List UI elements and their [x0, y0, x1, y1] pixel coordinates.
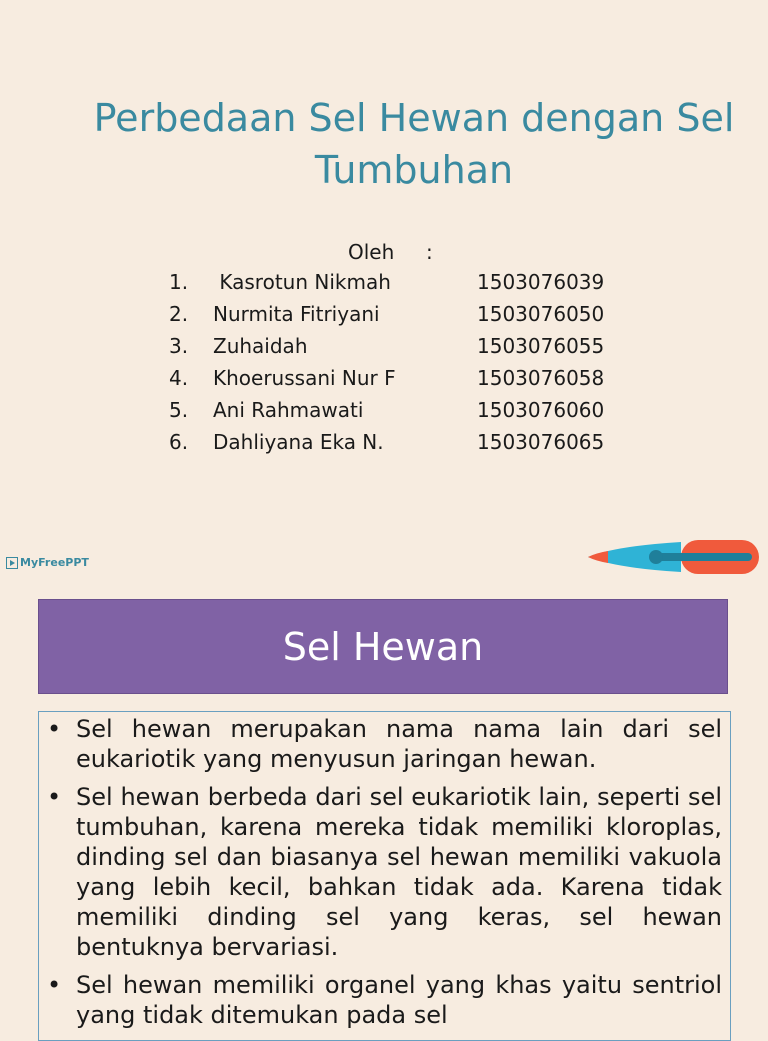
member-number: 1. [169, 270, 189, 294]
oleh-separator: : [426, 240, 433, 264]
slide-title: Perbedaan Sel Hewan dengan Sel Tumbuhan [93, 96, 735, 192]
bullet-icon: • [47, 715, 62, 743]
member-nim: 1503076058 [477, 366, 605, 390]
member-nim: 1503076039 [477, 270, 605, 294]
bullet-text: Sel hewan merupakan nama nama lain dari sel eukariotik yang menyusun jaringan hewan. [76, 715, 722, 773]
member-number: 3. [169, 334, 189, 358]
bullet-icon: • [47, 783, 62, 811]
member-name: Dahliyana Eka N. [213, 430, 384, 454]
oleh-label: Oleh [348, 240, 395, 264]
member-row [169, 334, 629, 366]
member-nim: 1503076060 [477, 398, 605, 422]
member-name: Kasrotun Nikmah [213, 270, 391, 294]
member-row [169, 398, 629, 430]
bullet-list [43, 714, 722, 1030]
member-nim: 1503076055 [477, 334, 605, 358]
member-number: 6. [169, 430, 189, 454]
member-name: Khoerussani Nur F [213, 366, 396, 390]
section-banner [38, 599, 728, 694]
member-row [169, 270, 629, 302]
member-row [169, 430, 629, 462]
pen-icon [586, 536, 764, 578]
bullet-item [43, 714, 722, 774]
bullet-text: Sel hewan berbeda dari sel eukariotik lain, seperti sel tumbuhan, karena mereka tidak memiliki kloroplas, dinding sel dan biasanya sel hewan memiliki vakuola yang lebih kecil, bahkan tidak ada. Karena tidak memiliki dinding sel yang keras, sel hewan bentuknya bervariasi. [76, 783, 722, 961]
member-row [169, 302, 629, 334]
member-nim: 1503076050 [477, 302, 605, 326]
member-number: 2. [169, 302, 189, 326]
bullet-item [43, 970, 722, 1030]
member-name: Nurmita Fitriyani [213, 302, 380, 326]
logo-text: MyFreePPT [20, 556, 89, 569]
author-label [348, 240, 433, 264]
member-nim: 1503076065 [477, 430, 605, 454]
member-number: 5. [169, 398, 189, 422]
bullet-icon: • [47, 971, 62, 999]
bullet-text: Sel hewan memiliki organel yang khas yaitu sentriol yang tidak ditemukan pada sel [76, 971, 722, 1029]
bullet-item [43, 782, 722, 962]
play-icon [6, 557, 18, 569]
member-row [169, 366, 629, 398]
member-list [169, 270, 629, 462]
member-number: 4. [169, 366, 189, 390]
member-name: Ani Rahmawati [213, 398, 364, 422]
myfreeppt-logo [6, 556, 89, 569]
section-title: Sel Hewan [282, 624, 484, 669]
content-box [38, 711, 731, 1041]
member-name: Zuhaidah [213, 334, 308, 358]
